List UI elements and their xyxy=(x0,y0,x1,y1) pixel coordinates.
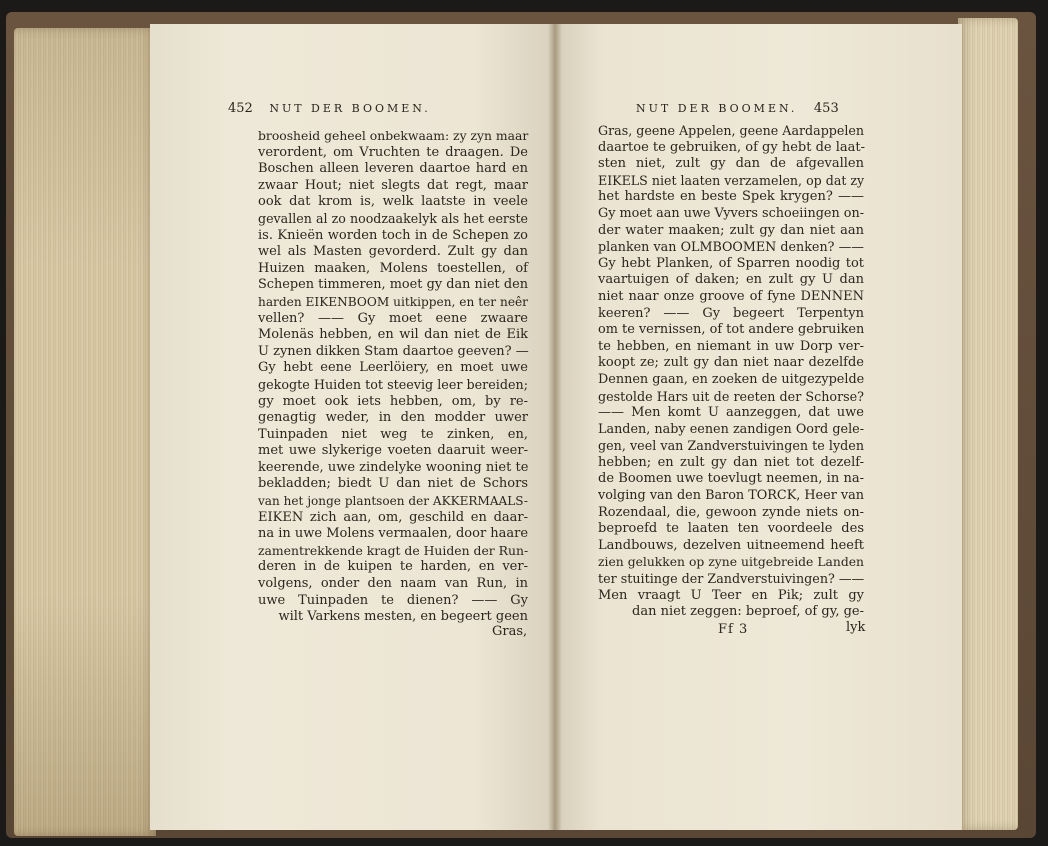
right-page-text-line: beproefd te laaten ten voordeele des xyxy=(598,521,864,537)
right-page-text-line: daartoe te gebruiken, of gy hebt de laat- xyxy=(598,139,865,155)
left-page-text-line: gy moet ook iets hebben, om, by re- xyxy=(258,393,528,409)
right-page-text-line: hebben; en zult gy dan niet tot dezelf- xyxy=(598,454,864,470)
left-page-text-line: genagtig weder, in den modder uwer xyxy=(258,410,528,426)
left-page-text-line: ook dat krom is, welk laatste in veele xyxy=(258,194,528,210)
left-page-number: 452 xyxy=(228,101,253,116)
left-page-text-line: Schepen timmeren, moet gy dan niet den xyxy=(258,277,528,293)
left-page-text-line: Huizen maaken, Molens toestellen, of xyxy=(258,260,528,276)
left-page-text-line: vellen? —— Gy moet eene zwaare xyxy=(258,310,528,326)
right-page-text-line: gen, veel van Zandverstuivingen te lyden xyxy=(598,438,864,454)
left-page-text-line: U zynen dikken Stam daartoe geeven? — xyxy=(258,343,529,359)
left-page-text-line: met uwe slykerige voeten daaruit weer- xyxy=(258,443,528,459)
right-page-body xyxy=(598,123,864,621)
right-page-text-line: de Boomen uwe toevlugt neemen, in na- xyxy=(598,471,864,487)
right-page-number: 453 xyxy=(813,101,839,116)
right-page-text-line: —— Men komt U aanzeggen, dat uwe xyxy=(598,405,864,421)
signature-mark: Ff 3 xyxy=(718,622,749,637)
page-block-left-edge xyxy=(14,28,156,836)
right-page-text-line: gestolde Hars uit de reeten der Schorse? xyxy=(598,388,864,404)
right-page-header xyxy=(636,101,839,116)
left-page-text-line: EIKEN zich aan, om, geschild en daar- xyxy=(258,509,528,525)
left-page-text-line: volgens, onder den naam van Run, in xyxy=(258,576,528,592)
left-page-text-line: Tuinpaden niet weg te zinken, en, xyxy=(258,426,528,442)
left-catchword: Gras, xyxy=(492,624,528,639)
right-running-title: NUT DER BOOMEN. xyxy=(636,102,798,115)
left-page-text-line: na in uwe Molens vermaalen, door haare xyxy=(258,526,529,542)
left-page-header xyxy=(228,101,431,116)
left-page-text-line: zamentrekkende kragt de Huiden der Run- xyxy=(258,542,529,558)
left-page-text-line: is. Knieën worden toch in de Schepen zo xyxy=(258,227,528,243)
right-page-text-line: dan niet zeggen: beproef, of gy, ge- xyxy=(632,604,864,620)
left-page-body xyxy=(258,128,528,626)
right-page-text-line: Landen, naby eenen zandigen Oord gele- xyxy=(598,421,864,437)
left-running-title: NUT DER BOOMEN. xyxy=(269,102,431,115)
left-page-text-line: bekladden; biedt U dan niet de Schors xyxy=(258,476,528,492)
right-page-text-line: te hebben, en niemant in uw Dorp ver- xyxy=(598,338,864,354)
right-page-text-line: Gy hebt Planken, of Sparren noodig tot xyxy=(598,255,864,271)
right-page-text-line: der water maaken; zult gy dan niet aan xyxy=(598,222,864,238)
right-page-text-line: Men vraagt U Teer en Pik; zult gy xyxy=(598,587,864,603)
right-page-text-line: vaartuigen of daken; en zult gy U dan xyxy=(598,272,864,288)
left-page-text-line: gekogte Huiden tot steevig leer bereiden; xyxy=(258,376,528,392)
left-page-text-line: wel als Masten gevorderd. Zult gy dan xyxy=(258,244,528,260)
right-page-text-line: ter stuitinge der Zandverstuivingen? —— xyxy=(598,571,865,587)
right-page-text-line: planken van OLMBOOMEN denken? —— xyxy=(598,239,864,255)
right-page-text-line: koopt ze; zult gy dan niet naar dezelfde xyxy=(598,355,864,371)
left-page-text-line: broosheid geheel onbekwaam: zy zyn maar xyxy=(258,129,529,143)
right-page-text-line: Dennen gaan, en zoeken de uitgezypelde xyxy=(598,371,865,387)
right-page-text-line: sten niet, zult gy dan de afgevallen xyxy=(598,156,864,172)
left-page-text-line: zwaar Hout; niet slegts dat regt, maar xyxy=(258,177,528,193)
left-page-text-line: van het jonge plantsoen der AKKERMAALS- xyxy=(258,494,528,509)
left-page-text-line: verordent, om Vruchten te draagen. De xyxy=(258,144,528,160)
left-page-text-line: Gy hebt eene Leerlöiery, en moet uwe xyxy=(258,360,528,376)
right-page-text-line: EIKELS niet laaten verzamelen, op dat zy xyxy=(598,172,865,188)
right-page-text-line: volging van den Baron TORCK, Heer van xyxy=(598,488,864,504)
right-catchword: lyk xyxy=(846,620,866,635)
left-page-text-line: wilt Varkens mesten, en begeert geen xyxy=(278,609,528,625)
right-page-text-line: Rozendaal, die, gewoon zynde niets on- xyxy=(598,504,864,520)
left-page-text-line: harden EIKENBOOM uitkippen, en ter neêr xyxy=(258,294,528,309)
left-page-text-line: Boschen alleen leveren daartoe hard en xyxy=(258,161,528,177)
right-page-text-line: keeren? —— Gy begeert Terpentyn xyxy=(598,305,864,321)
right-page-text-line: niet naar onze groove of fyne DENNEN xyxy=(598,288,864,304)
right-page-text-line: Gras, geene Appelen, geene Aardappelen xyxy=(598,123,865,138)
right-page-text-line: Landbouws, dezelven uitneemend heeft xyxy=(598,537,864,553)
left-page-text-line: keerende, uwe zindelyke wooning niet te xyxy=(258,459,529,475)
right-page-text-line: het hardste en beste Spek krygen? —— xyxy=(598,189,864,205)
left-page-text-line: deren in de kuipen te harden, en ver- xyxy=(258,559,528,575)
page-block-right-edge xyxy=(958,18,1018,830)
left-page-text-line: gevallen al zo noodzaakelyk als het eerste xyxy=(258,210,528,226)
right-page-text-line: zien gelukken op zyne uitgebreide Landen xyxy=(598,555,864,570)
left-page-text-line: uwe Tuinpaden te dienen? —— Gy xyxy=(258,592,528,608)
book-gutter xyxy=(548,24,562,830)
right-page-text-line: om te vernissen, of tot andere gebruiken xyxy=(598,322,865,338)
left-page-text-line: Molenäs hebben, en wil dan niet de Eik xyxy=(258,327,528,343)
right-page-text-line: Gy moet aan uwe Vyvers schoeiingen on- xyxy=(598,205,865,221)
